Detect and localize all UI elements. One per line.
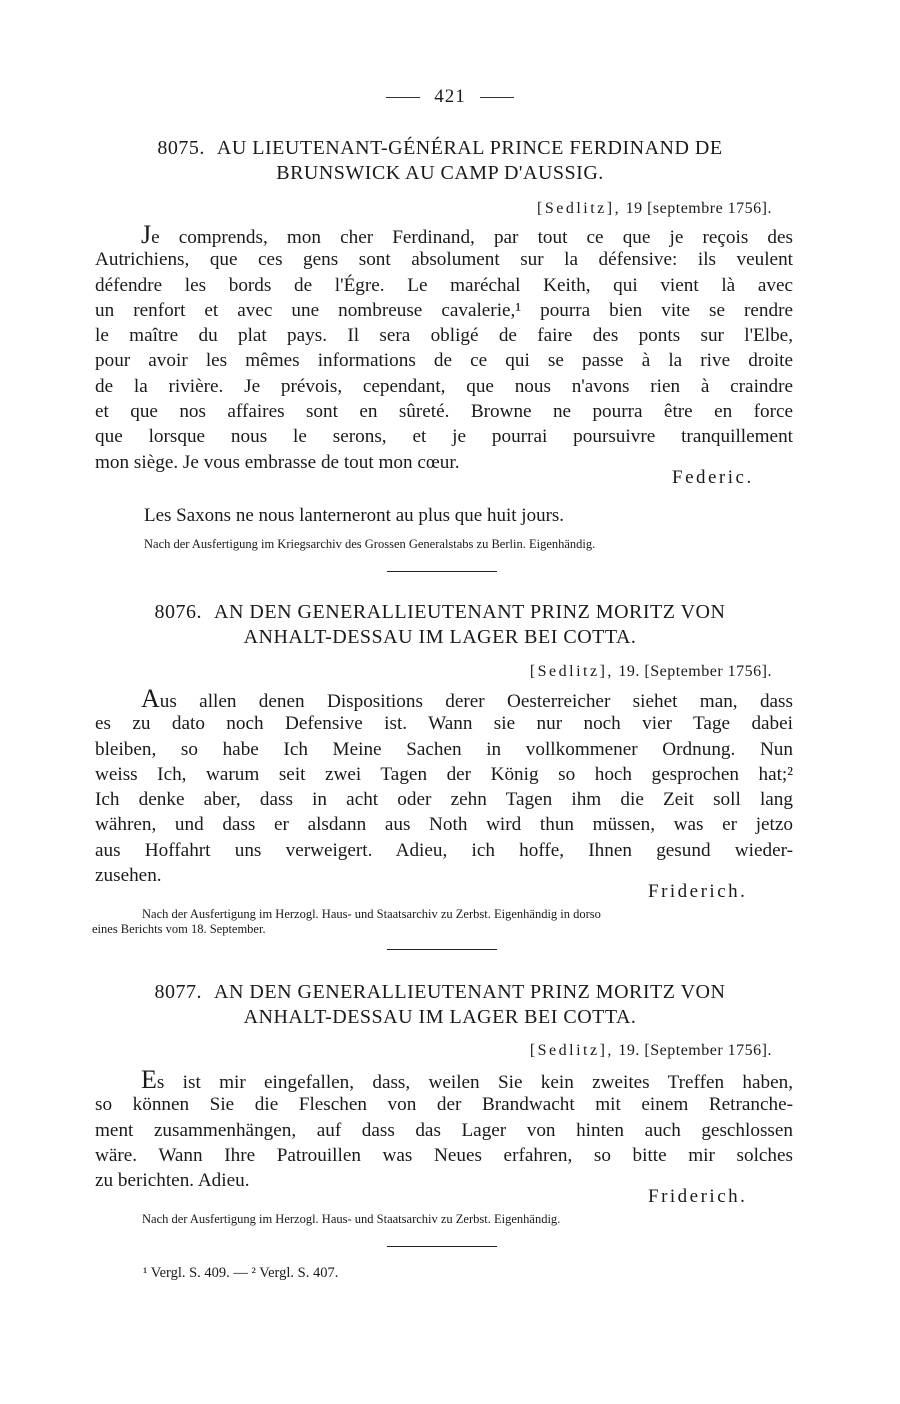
page-number-dash-left (386, 97, 420, 98)
entry-title-line: AU LIEUTENANT-GÉNÉRAL PRINCE FERDINAND DE (216, 137, 723, 159)
body-line: Je comprends, mon cher Ferdinand, par tout ce que je reçois des (141, 220, 793, 249)
dateline-date: 19. [September 1756]. (618, 1042, 772, 1059)
page-number-dash-right (480, 97, 514, 98)
body-line: mon siège. Je vous embrasse de tout mon cœur. (95, 451, 460, 473)
entry-8076-signature: Friderich. (648, 881, 748, 902)
entry-number: 8075. (157, 137, 205, 159)
page-number-text: 421 (434, 86, 466, 107)
entry-8075-dateline (537, 200, 772, 218)
entry-8077-dateline (530, 1042, 772, 1060)
entry-heading-line (80, 136, 800, 161)
entry-8075-body (95, 222, 793, 475)
body-line: et que nos affaires sont en sûreté. Browne ne pourra être en force (95, 401, 793, 423)
entry-8077-source: Nach der Ausfertigung im Herzogl. Haus- und Staatsarchiv zu Zerbst. Eigenhändig. (142, 1212, 561, 1226)
body-line: Es ist mir eingefallen, dass, weilen Sie kein zweites Treffen haben, (141, 1065, 793, 1094)
body-line: un renfort et avec une nombreuse cavalerie,¹ pourra bien vite se rendre (95, 299, 793, 321)
section-divider (387, 571, 497, 572)
entry-8075-heading (80, 136, 800, 186)
section-divider (387, 949, 497, 950)
body-line: bleiben, so habe Ich Meine Sachen in vollkommener Ordnung. Nun (95, 738, 793, 760)
entry-8075-source: Nach der Ausfertigung im Kriegsarchiv des Grossen Generalstabs zu Berlin. Eigenhändig. (144, 537, 596, 551)
dateline-place: [Sedlitz], (537, 200, 622, 217)
body-line: wäre. Wann Ihre Patrouillen was Neues erfahren, so bitte mir solches (95, 1144, 793, 1166)
body-line: so können Sie die Fleschen von der Brandwacht mit einem Retranche- (95, 1094, 793, 1116)
body-line: Ich denke aber, dass in acht oder zehn Tagen ihm die Zeit soll lang (95, 789, 793, 811)
entry-title-line: BRUNSWICK AU CAMP D'AUSSIG. (276, 162, 604, 184)
entry-title-line: ANHALT-DESSAU IM LAGER BEI COTTA. (243, 1006, 637, 1028)
initial-letter: A (141, 684, 160, 713)
body-line: pour avoir les mêmes informations de ce qui se passe à la rive droite (95, 350, 793, 372)
initial-letter: E (141, 1065, 157, 1094)
body-line: zu berichten. Adieu. (95, 1170, 250, 1192)
entry-title-line: AN DEN GENERALLIEUTENANT PRINZ MORITZ VON (214, 981, 726, 1003)
entry-8075-signature: Federic. (672, 467, 754, 488)
body-line: ment zusammenhängen, auf dass das Lager von hinten auch geschlossen (95, 1119, 793, 1141)
entry-title-line: AN DEN GENERALLIEUTENANT PRINZ MORITZ VON (214, 601, 726, 623)
entry-8076-heading (80, 600, 800, 650)
body-line: que lorsque nous le serons, et je pourrai poursuivre tranquillement (95, 426, 793, 448)
dateline-place: [Sedlitz], (529, 663, 614, 680)
body-line: Autrichiens, que ces gens sont absolument sur la défensive: ils veulent (95, 249, 793, 271)
dateline-place: [Sedlitz], (529, 1042, 614, 1059)
dateline-date: 19. [September 1756]. (618, 663, 772, 680)
body-line: aus Hoffahrt uns verweigert. Adieu, ich hoffe, Ihnen gesund wieder- (95, 839, 793, 861)
entry-8077-signature: Friderich. (648, 1186, 748, 1207)
page-number (0, 86, 900, 108)
entry-heading-line (80, 980, 800, 1005)
entry-8076-source-cont: eines Berichts vom 18. September. (92, 922, 266, 936)
footnotes: ¹ Vergl. S. 409. — ² Vergl. S. 407. (143, 1265, 339, 1281)
body-line: défendre les bords de l'Égre. Le maréchal Keith, qui vient là avec (95, 274, 793, 296)
body-line: weiss Ich, warum seit zwei Tagen der König so hoch gesprochen hat;² (95, 763, 793, 785)
entry-number: 8077. (154, 981, 203, 1003)
dateline-date: 19 [septembre 1756]. (625, 200, 772, 217)
entry-8077-heading (80, 980, 800, 1030)
body-line: währen, und dass er alsdann aus Noth wird thun müssen, was er jetzo (95, 814, 793, 836)
entry-8076-source: Nach der Ausfertigung im Herzogl. Haus- und Staatsarchiv zu Zerbst. Eigenhändig in dorso (142, 907, 601, 921)
body-line: Aus allen denen Dispositions derer Oesterreicher siehet man, dass (141, 684, 793, 713)
entry-8075-postscript: Les Saxons ne nous lanterneront au plus que huit jours. (144, 505, 565, 526)
body-line: zusehen. (95, 865, 162, 887)
entry-8076-dateline (530, 663, 772, 681)
entry-title-line: ANHALT-DESSAU IM LAGER BEI COTTA. (243, 626, 637, 648)
initial-letter: J (141, 220, 152, 249)
entry-8077-body (95, 1067, 793, 1193)
entry-8076-body (95, 686, 793, 888)
entry-number: 8076. (154, 601, 203, 623)
entry-heading-line (80, 600, 800, 625)
body-line: le maître du plat pays. Il sera obligé de faire des ponts sur l'Elbe, (95, 325, 793, 347)
body-line: de la rivière. Je prévois, cependant, que nous n'avons rien à craindre (95, 375, 793, 397)
body-line: es zu dato noch Defensive ist. Wann sie nur noch vier Tage dabei (95, 713, 793, 735)
footnote-divider (387, 1246, 497, 1247)
